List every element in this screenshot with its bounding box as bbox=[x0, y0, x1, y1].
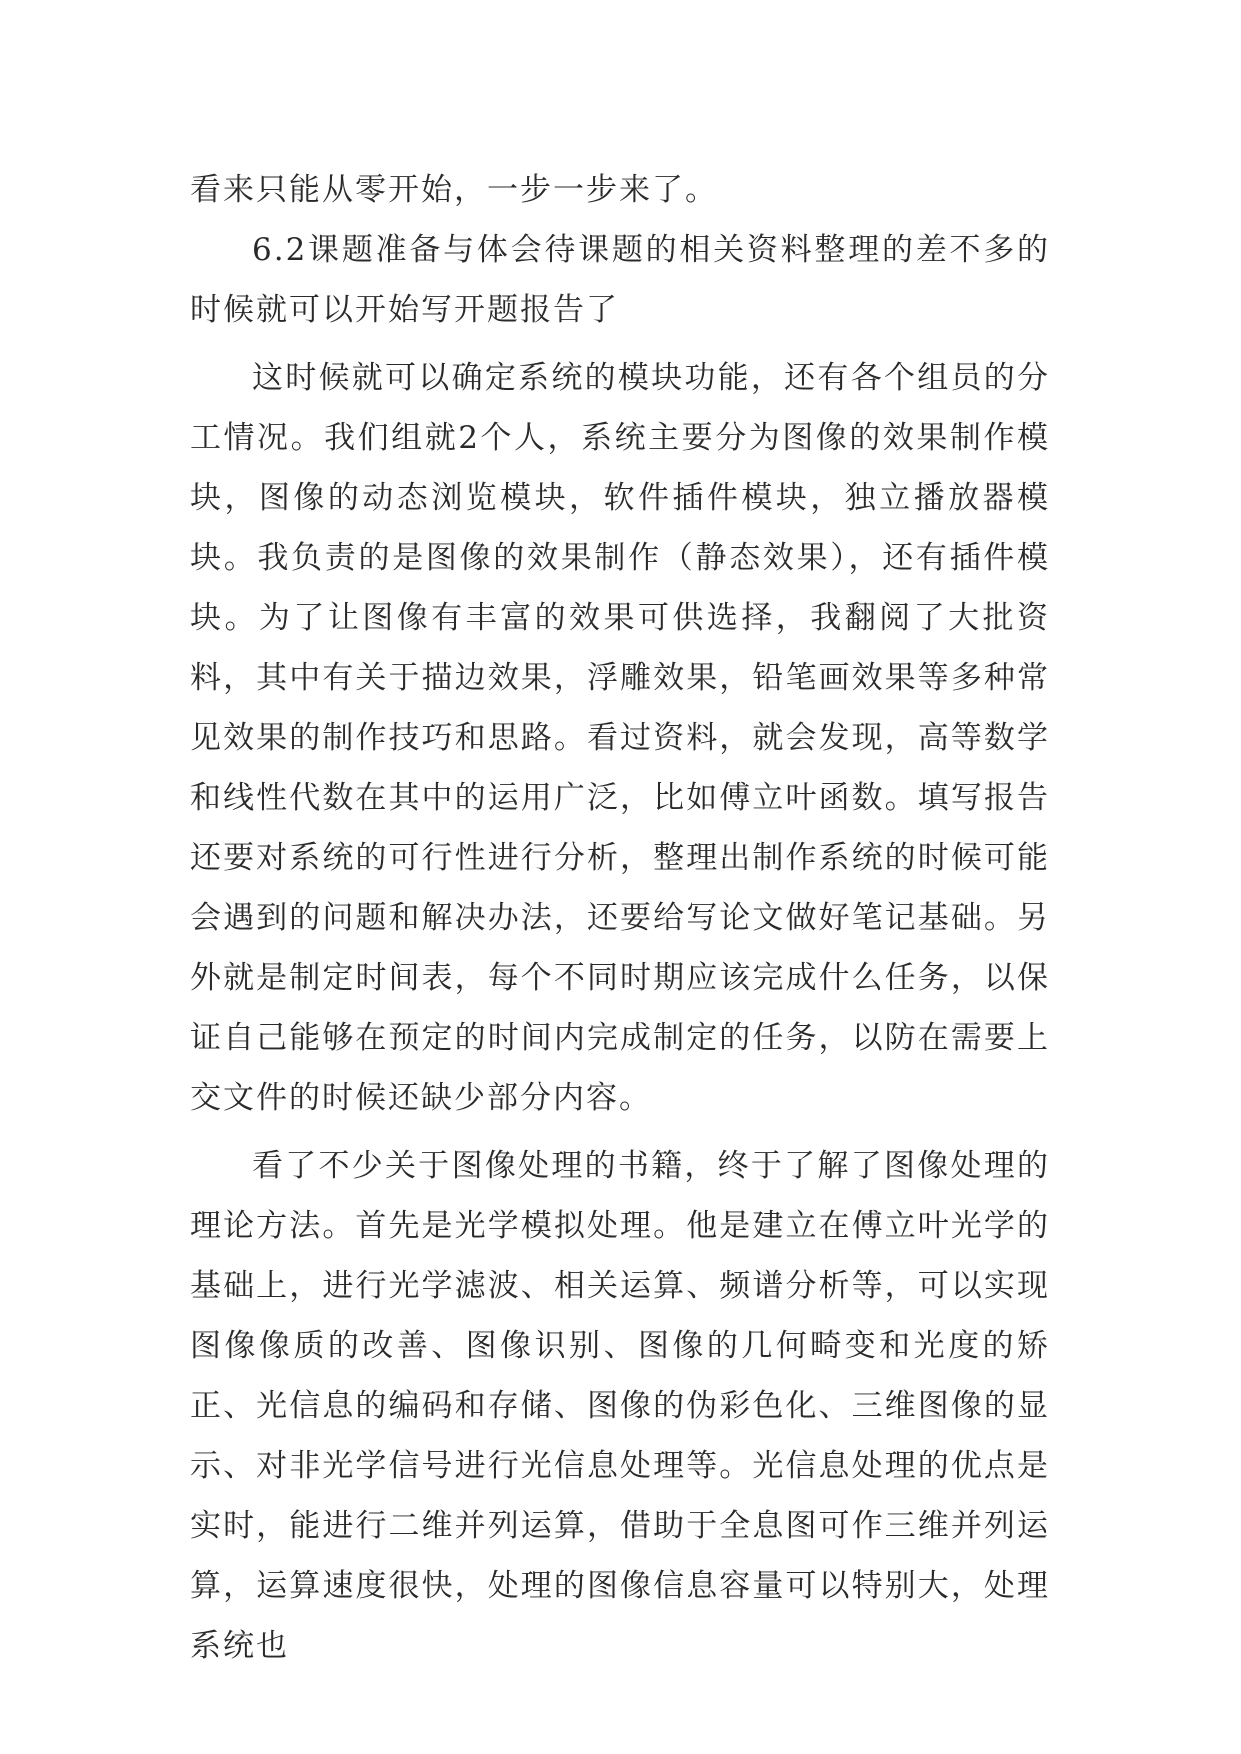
paragraph-image-processing-theory: 看了不少关于图像处理的书籍，终于了解了图像处理的理论方法。首先是光学模拟处理。他是建立在傅立叶光学的基础上，进行光学滤波、相关运算、频谱分析等，可以实现图像像质的改善、图像识别、图像的几何畸变和光度的矫正、光信息的编码和存储、图像的伪彩色化、三维图像的显示、对非光学信号进行光信息处理等。光信息处理的优点是实时，能进行二维并列运算，借助于全息图可作三维并列运算，运算速度很快，处理的图像信息容量可以特别大，处理系统也 bbox=[190, 1148, 1050, 1664]
paragraph-module-division: 这时候就可以确定系统的模块功能，还有各个组员的分工情况。我们组就2个人，系统主要分为图像的效果制作模块，图像的动态浏览模块，软件插件模块，独立播放器模块。我负责的是图像的效果制作（静态效果），还有插件模块。为了让图像有丰富的效果可供选择，我翻阅了大批资料，其中有关于描边效果，浮雕效果，铅笔画效果等多种常见效果的制作技巧和思路。看过资料，就会发现，高等数学和线性代数在其中的运用广泛，比如傅立叶函数。填写报告还要对系统的可行性进行分析，整理出制作系统的时候可能会遇到的问题和解决办法，还要给写论文做好笔记基础。另外就是制定时间表，每个不同时期应该完成什么任务，以保证自己能够在预定的时间内完成制定的任务，以防在需要上交文件的时候还缺少部分内容。 bbox=[190, 360, 1050, 1116]
document-body bbox=[190, 160, 1050, 1676]
paragraph-continuation: 看来只能从零开始，一步一步来了。 bbox=[190, 172, 718, 208]
paragraph-section-6-2: 6.2课题准备与体会待课题的相关资料整理的差不多的时候就可以开始写开题报告了 bbox=[190, 232, 1050, 328]
